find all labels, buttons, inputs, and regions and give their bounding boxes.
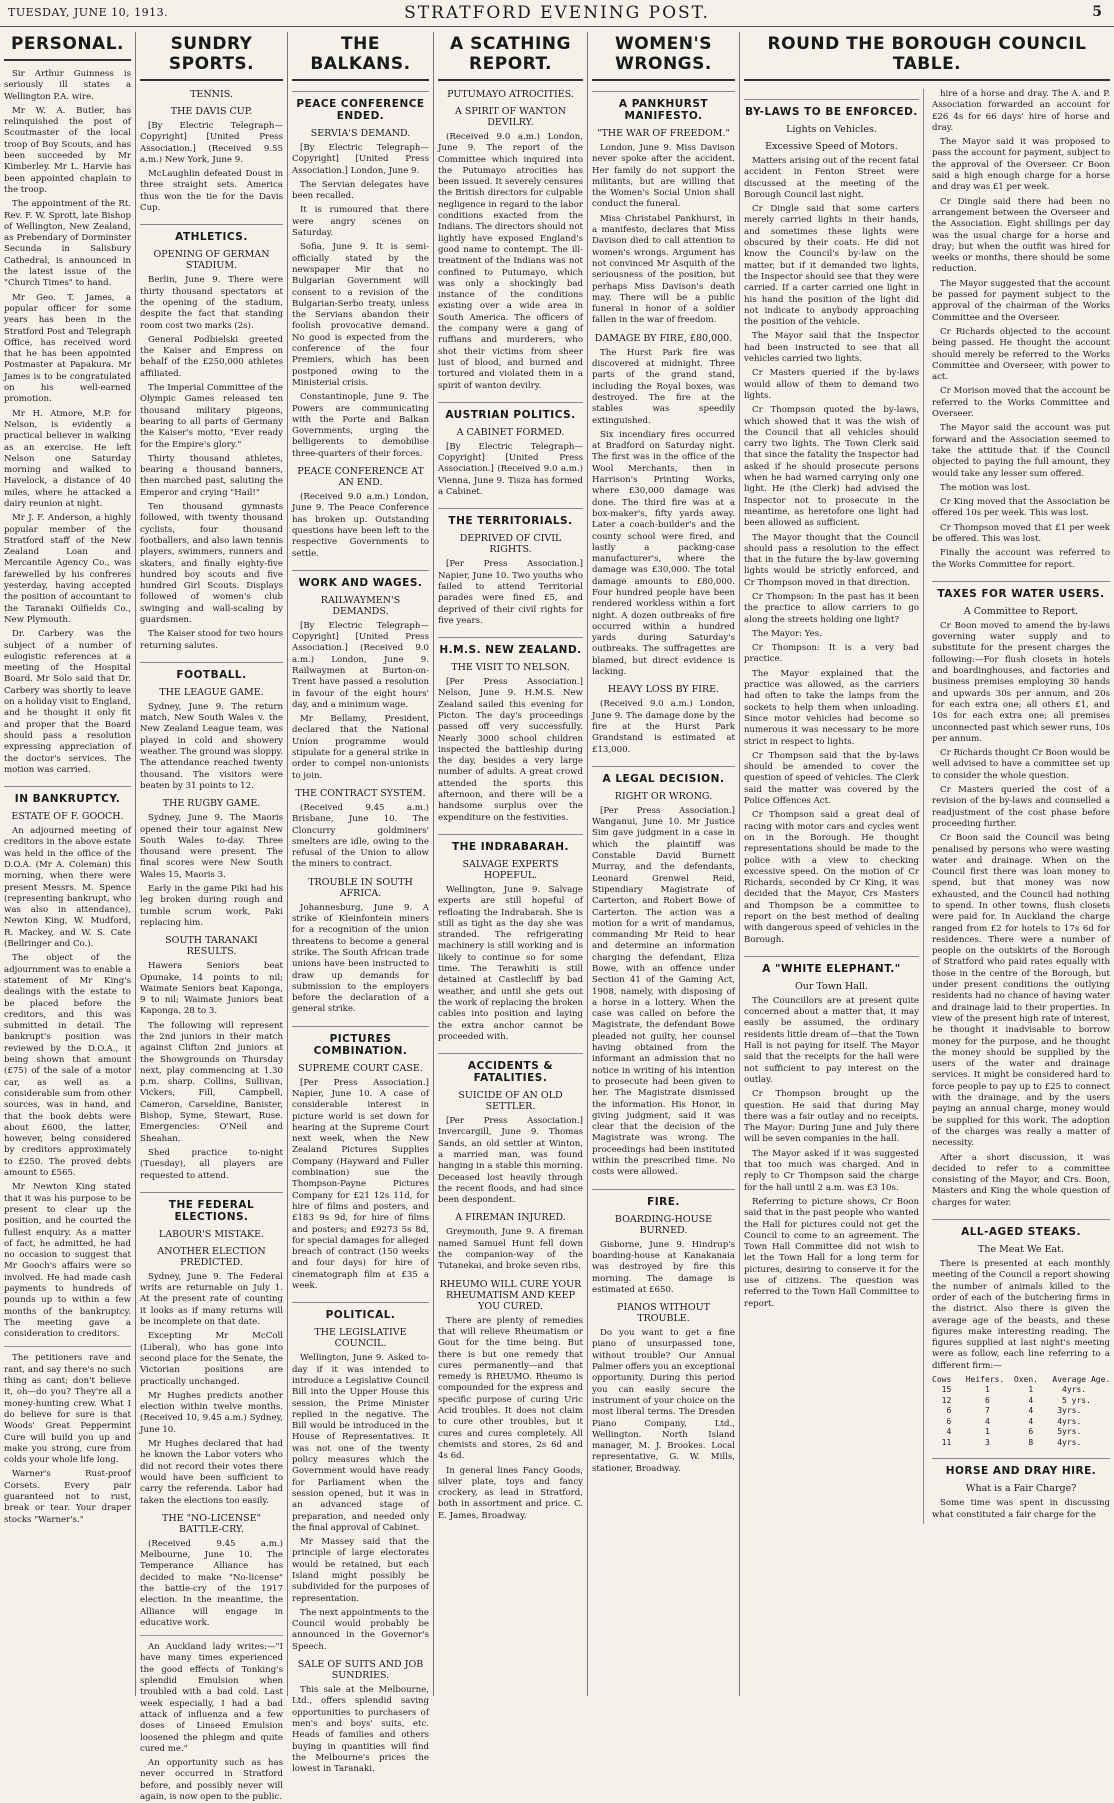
- article-subheading: "THE WAR OF FREEDOM.": [597, 128, 730, 139]
- section-heading: THE INDRABARAH.: [438, 834, 583, 853]
- section-heading: WORK AND WAGES.: [292, 570, 429, 589]
- article-subheading: SALE OF SUITS AND JOB SUNDRIES.: [297, 1659, 424, 1682]
- column-heading: A SCATHING REPORT.: [438, 34, 583, 81]
- article-subheading: A FIREMAN INJURED.: [455, 1212, 566, 1224]
- article-subheading: SUPREME COURT CASE.: [298, 1062, 423, 1074]
- article-paragraph: Cr Richards objected to the account being passed. He thought the account should merely be referred to the Works Committee and Overseer, with power to act.: [932, 326, 1110, 383]
- article-subheading: THE LEGISLATIVE COUNCIL.: [314, 1327, 407, 1350]
- article-subheading: THE DAVIS CUP.: [170, 106, 253, 117]
- section-heading: PICTURES COMBINATION.: [292, 1026, 429, 1057]
- column-womens-wrongs: [588, 32, 740, 1696]
- advertisement-paragraph: There are plenty of remedies that will relieve Rheumatism or Gout for the time being. But there is but one remedy that cures permanently—and that remedy is RHEUMO. Rheumo is compounded for the express and specific purpose of curing Uric Acid troubles. It does not claim to cure other troubles, but it cures and cures completely. All chemists and stores, 2s 6d and 4s 6d.: [438, 1315, 583, 1462]
- article-paragraph: Some time was spent in discussing what constituted a fair charge for the: [932, 1498, 1110, 1520]
- column-balkans: [288, 32, 434, 1775]
- article-paragraph: The Imperial Committee of the Olympic Games released ten thousand military pigeons, bearing to all parts of Germany the Kaiser's motto, "Ever ready for the Empire's glory.": [140, 383, 283, 450]
- article-paragraph: Miss Christabel Pankhurst, in a manifesto, declares that Miss Davison died to call attention to women's wrongs. Argument has not convinced Mr Asquith of the seriousness of the position, but perhaps Miss Davison's death may. There will be a public funeral in honor of a soldier fallen in the war of freedom.: [592, 213, 735, 326]
- column-heading: ROUND THE BOROUGH COUNCIL TABLE.: [744, 34, 1110, 81]
- stock-table-row: 6 7 4 3yrs.: [932, 1406, 1082, 1416]
- article-paragraph: The Hurst Park fire was discovered at midnight. Three parts of the grand stand, including the Royal boxes, was destroyed. The fire at the stables was speedily extinguished.: [592, 347, 735, 426]
- section-heading: ATHLETICS.: [140, 224, 283, 243]
- advertisement-paragraph: In general lines Fancy Goods, silver plate, toys and fancy crockery, as lead in Stratford, both in assortment and price. C. E. James, Broadway.: [438, 1465, 583, 1521]
- advertisement-paragraph: Warner's Rust-proof Corsets. Every pair guaranteed not to rust, break or tear. Your draper stocks "Warner's.": [4, 1469, 131, 1525]
- article-paragraph: Mr Hughes predicts another election within twelve months. (Received 10, 9.45 a.m.) Sydney, June 10.: [140, 1390, 283, 1435]
- section-heading: ACCIDENTS & FATALITIES.: [438, 1053, 583, 1084]
- article-paragraph: Cr Dingle said there had been no arrangement between the Overseer and the Association. Eight shillings per day was the usual charge for a horse and dray; but when the outfit was hired for weeks or months, there should be some reduction.: [932, 196, 1110, 275]
- borough-subcolumns: [744, 89, 1110, 1524]
- borough-subcolumn-left: [744, 89, 924, 1524]
- article-paragraph: Berlin, June 9. There were thirty thousand spectators at the opening of the stadium, despite the fact that standing room cost two marks (2s).: [140, 275, 283, 331]
- advertisement-paragraph: Do you want to get a fine piano of unsurpassed tone, without trouble? Our Annual Palmer offers you an exceptional opportunity. During this period you can easily secure the instrument of your choice on the most liberal terms. The Dresden Piano Company, Ltd., Wellington. North Island manager, M. J. Brookes. Local representative, G. W. Mills, stationer, Broadway.: [592, 1328, 735, 1474]
- article-paragraph: Cr Boon moved to amend the by-laws governing water supply and to substitute for the present charges the following:—For flush closets in hotels and boardinghouses, and factories and business premises employing 30 hands and upwards 30s per annum, and 20s for each extra one; all others £1, and 10s for each extra one; all premises unconnected past which sewer runs, 10s per annum.: [932, 620, 1110, 744]
- section-heading: FIRE.: [592, 1189, 735, 1208]
- article-paragraph: Greymouth, June 9. A fireman named Samuel Hunt fell down the companion-way of the Tutanekai, and broke seven ribs.: [438, 1227, 583, 1272]
- article-paragraph: Referring to picture shows, Cr Boon said that in the past people who wanted the Hall for pictures could not get the Council to come to an agreement. The Town Hall Committee did not wish to let the Town Hall for a long term for pictures, desiring to conserve it for the use of citizens. The question was referred to the Town Hall Committee to report.: [744, 1196, 919, 1309]
- section-heading: THE FEDERAL ELECTIONS.: [140, 1192, 283, 1223]
- article-paragraph: Early in the game Piki had his leg broken during rough and tumble scrum work, Paki replacing him.: [140, 884, 283, 928]
- stock-table-row: 12 6 4 5 yrs.: [932, 1395, 1091, 1405]
- article-subheading: ESTATE OF F. GOOCH.: [11, 811, 124, 823]
- article-subheading: THE "NO-LICENSE" BATTLE-CRY.: [162, 1512, 261, 1535]
- article-subheading: HEAVY LOSS BY FIRE.: [607, 684, 720, 696]
- article-subheading: THE LEAGUE GAME.: [159, 686, 264, 698]
- article-subheading: Lights on Vehicles.: [786, 124, 877, 135]
- article-subheading: THE VISIT TO NELSON.: [451, 662, 570, 674]
- article-paragraph: Mr Bellamy, President, declared that the National Union programme would stipulate for a general strike in order to compel non-unionists to join.: [292, 714, 429, 781]
- article-subheading: Excessive Speed of Motors.: [765, 141, 898, 152]
- column-heading: PERSONAL.: [4, 34, 131, 61]
- article-paragraph: Mr J. F. Anderson, a highly popular member of the Stratford staff of the New Zealand Loan and Mercantile Agency Co., was farewelled by his confreres yesterday, having accepted the position of accountant to the Taranaki Oilfields Co., New Plymouth.: [4, 513, 131, 625]
- article-paragraph: (Received 9.0 a.m.) London, June 9. The report of the Committee which inquired into the Putumayo atrocities has been issued. It severely censures the British directors for culpable negligence in regard to the labor conditions exacted from the Indians. The directors should not lightly have exposed England's good name to contempt. The ill-treatment of the Indians was not confined to Putumayo, which was only a shockingly bad instance of the conditions existing over a wide area in South America. The officers of the company were a gang of ruffians and murderers, who shot their victims from sheer lust of blood, and burned and tortured and violated them in a spirit of wanton devilry.: [438, 132, 583, 391]
- article-paragraph: The Councillors are at present quite concerned about a matter that, it may easily be assumed, the ordinary residents little dream of—that the Town Hall is not paying for itself. The Mayor said that the receipts for the hall were not sufficient to pay interest on the outlay.: [744, 995, 919, 1085]
- divider: [4, 1346, 131, 1347]
- article-paragraph: [By Electric Telegraph—Copyright] [United Press Association.] (Received 9.55 a.m.) New York, June 9.: [140, 121, 283, 165]
- article-paragraph: Cr King moved that the Association be offered 10s per week. This was lost.: [932, 497, 1110, 519]
- section-heading: A LEGAL DECISION.: [592, 766, 735, 785]
- article-paragraph: The motion was lost.: [940, 482, 1031, 493]
- article-subheading: The Meat We Eat.: [977, 1244, 1064, 1256]
- article-subheading: A CABINET FORMED.: [456, 426, 565, 438]
- article-subheading: Our Town Hall.: [794, 980, 869, 992]
- article-paragraph: Cr Boon said the Council was being penalised by persons who were wasting water and drainage. When on the Council first there was loan money to spend, but that money was now exhausted, and the Council had nothing to spend. In other towns, flush closets were paid for. In Auckland the charge ranged from £2 for hotels to 17s 6d for residences. There were a number of people on the outskirts of the Borough of Stratford who paid rates equally with those in the centre of the Borough, but under present conditions the outlying residents had no chance of having water and drainage laid to their properties. In view of the present high rate of interest, he thought it inadvisable to borrow money for the purpose, and he thought the money should be supplied by the users of the water and drainage services. It might be considered hard to force people to pay up to £25 to connect with the drainage, and by the users paying an annual charge, money would be supplied for this work. The adoption of the charges was really a matter of necessity.: [932, 833, 1110, 1149]
- article-paragraph: The next appointments to the Council would probably be announced in the Governor's Speech.: [292, 1607, 429, 1652]
- section-heading: TAXES FOR WATER USERS.: [932, 581, 1110, 600]
- article-paragraph: Mr W. A. Butler, has relinquished the post of Scoutmaster of the local troop of Boy Scouts, and has been succeeded by Mr Kimberley. Mr L. Harvie has been appointed chaplain to the troop.: [4, 105, 131, 195]
- article-paragraph: [By Electric Telegraph—Copyright] [United Press Association.] (Received 9.0 a.m.) London, June 9. Railwaymen at Burton-on-Trent have passed a resolution in favour of the eight hours' day, and a minimum wage.: [292, 620, 429, 710]
- article-subheading: SUICIDE OF AN OLD SETTLER.: [458, 1090, 563, 1113]
- article-paragraph: Sir Arthur Guinness is seriously ill states a Wellington P.A. wire.: [4, 69, 131, 102]
- article-paragraph: Cr Thompson brought up the question. He said that during May there was a fair outlay and no receipts. The Mayor: During June and July there will be seven companies in the hall.: [744, 1089, 919, 1145]
- article-subheading: LABOUR'S MISTAKE.: [158, 1228, 265, 1240]
- article-subheading: TROUBLE IN SOUTH AFRICA.: [308, 876, 413, 899]
- article-subheading: SALVAGE EXPERTS HOPEFUL.: [462, 858, 559, 881]
- article-paragraph: Wellington, June 9. Asked to-day if it was intended to introduce a Legislative Council Bill into the Upper House this session, the Prime Minister replied in the negative. The Bill would be introduced in the House of Representatives. It was not one of the twenty policy measures which the Government would have ready for Parliament when the session opened, but it was in an advanced stage of preparation, and needed only the final approval of Cabinet.: [292, 1353, 429, 1533]
- article-subheading: TENNIS.: [190, 89, 233, 100]
- article-paragraph: Hawera Seniors beat Opunake, 14 points to nil; Waimate Seniors beat Kaponga, 9 to nil; Waimate Juniors beat Kaponga, 28 to 3.: [140, 961, 283, 1017]
- article-paragraph: The Mayor thought that the Council should pass a resolution to the effect that in the future the by-law governing lights would be strictly enforced, and Cr Thompson moved in that direction.: [744, 532, 919, 588]
- article-subheading: PIANOS WITHOUT TROUBLE.: [617, 1302, 710, 1325]
- article-paragraph: Cr Morison moved that the account be referred to the Works Committee and Overseer.: [932, 386, 1110, 420]
- article-paragraph: (Received 9.0 a.m.) London, June 9. The damage done by the fire at the Hurst Park Grandstand is estimated at £13,000.: [592, 699, 735, 755]
- article-paragraph: Mr Hughes declared that had he known the Labor voters who did not record their votes there would have been sufficient to carry the referenda. Labor had taken the elections too easily.: [140, 1439, 283, 1506]
- advertisement-paragraph: An opportunity such as has never occurred in Stratford before, and possibly never will again, is now open to the public.: [140, 1758, 283, 1803]
- article-paragraph: (Received 9.45 a.m.) Brisbane, June 10. The Cloncurry goldminers' smelters are idle, owing to the refusal of the Union to allow the miners to contract.: [292, 802, 429, 870]
- article-paragraph: (Received 9.0 a.m.) London, June 9. The Peace Conference has broken up. Outstanding questions have been left to the respective Governments to settle.: [292, 492, 429, 559]
- article-paragraph: [By Electric Telegraph—Copyright] [United Press Association.] (Received 9.0 a.m.) Vienna, June 9. Tisza has formed a Cabinet.: [438, 441, 583, 498]
- article-paragraph: Cr Masters queried the cost of a revision of the by-laws and counselled a readjustment of the cost phase before proceeding further.: [932, 785, 1110, 829]
- article-paragraph: There is presented at each monthly meeting of the Council a report showing the number of animals killed to the order of each of the butchering firms in the district. Also there is given the average age of the beasts, and these figures make interesting reading. The figures supplied at last night's meeting were as follow, each line referring to a different firm:—: [932, 1259, 1110, 1371]
- article-paragraph: Six incendiary fires occurred at Bradford on Saturday night. The first was in the office of the Wool Merchants, then in Harrison's Printing Works, where £30,000 damage was done. The third fire was at a box-maker's, fifty yards away. Later a coach-builder's and the county school were fired, and lastly a packing-case manufacturer's, where the damage was £30,000. The total damage amounts to £80,000. Four hundred people have been rendered workless within a fort night. A dozen outbreaks of fire occurred within a hundred yards during Saturday's outbreaks. The suffragettes are blamed, but direct evidence is lacking.: [592, 429, 735, 678]
- article-subheading: DEPRIVED OF CIVIL RIGHTS.: [459, 533, 562, 556]
- advertisement-paragraph: The petitioners rave and rant, and say there's no such thing as cant; don't believe it, oh—do you? They're all a money-hunting crew. What I do believe for sure is that Woods' Great Peppermint Cure will build you up and make you strong, cure from colds your whole life long.: [4, 1353, 131, 1466]
- article-paragraph: Excepting Mr McColl (Liberal), who has gone into second place for the Senate, the Victorian positions are practically unchanged.: [140, 1331, 283, 1387]
- article-subheading: OPENING OF GERMAN STADIUM.: [153, 249, 270, 272]
- article-subheading: RIGHT OR WRONG.: [614, 790, 713, 802]
- article-paragraph: [Per Press Association.] Invercargill, June 9. Thomas Sands, an old settler at Winton, a married man, was found hanging in a stable this morning. Deceased lost heavily through the recent floods, and had since been despondent.: [438, 1116, 583, 1206]
- article-paragraph: hire of a horse and dray. The A. and P. Association forwarded an account for £26 4s for 66 days' hire of horse and dray.: [932, 89, 1110, 133]
- article-paragraph: Shed practice to-night (Tuesday), all players are requested to attend.: [140, 1147, 283, 1181]
- column-borough-council: [740, 32, 1114, 1696]
- section-heading: AUSTRIAN POLITICS.: [438, 402, 583, 421]
- article-paragraph: Cr Richards thought Cr Boon would be well advised to have a committee set up to consider the whole question.: [932, 748, 1110, 781]
- article-paragraph: [By Electric Telegraph—Copyright] [United Press Association.] London, June 9.: [292, 143, 429, 176]
- article-subheading: What is a Fair Charge?: [965, 1483, 1077, 1495]
- section-heading: POLITICAL.: [292, 1302, 429, 1321]
- article-paragraph: The Mayor: Yes.: [752, 628, 822, 639]
- article-paragraph: Mr Massey said that the principle of large electorates would be retained, but each Island might possibly be subdivided for the purposes of representation.: [292, 1537, 429, 1604]
- article-paragraph: Finally the account was referred to the Works Committee for report.: [932, 548, 1110, 570]
- section-heading: THE TERRITORIALS.: [438, 508, 583, 527]
- issue-date: TUESDAY, JUNE 10, 1913.: [8, 6, 169, 19]
- article-paragraph: London, June 9. Miss Davison never spoke after the accident. Her family do not support the militants, but are willing that the Women's Social Union shall conduct the funeral.: [592, 143, 735, 210]
- divider: [140, 1635, 283, 1636]
- article-paragraph: The Mayor explained that the practice was allowed, as the carriers had often to take the lamps from the sockets to help them when unloading. Since motor vehicles had become so numerous it was necessary to be more strict in respect to lights.: [744, 668, 919, 747]
- article-subheading: RHEUMO WILL CURE YOUR RHEUMATISM AND KEEP YOU CURED.: [439, 1278, 582, 1312]
- article-paragraph: Constantinople, June 9. The Powers are communicating with the Porte and Balkan Governments, urging the belligerents to demobilise three-quarters of their forces.: [292, 392, 429, 459]
- article-paragraph: Matters arising out of the recent fatal accident in Fenton Street were discussed at the meeting of the Borough Council last night.: [744, 156, 919, 200]
- article-paragraph: The appointment of the Rt. Rev. F. W. Sprott, late Bishop of Wellington, New Zealand, as Prebendary of Dorminster Secunda in Salisbury Cathedral, is announced in the latest issue of the "Church Times" to hand.: [4, 199, 131, 289]
- article-paragraph: Gisborne, June 9. Hindrup's boarding-house at Kanakanaia was destroyed by fire this morning. The damage is estimated at £650.: [592, 1239, 735, 1295]
- stock-table-row: 11 3 8 4yrs.: [932, 1437, 1082, 1447]
- article-paragraph: Cr Thompson moved that £1 per week be offered. This was lost.: [932, 522, 1110, 544]
- article-paragraph: The Mayor said it was proposed to pass the account for payment, subject to the approval of the Overseer. Cr Boon said a high enough charge for a horse and dray was £1 per week.: [932, 137, 1110, 193]
- article-paragraph: Mr H. Atmore, M.P. for Nelson, is evidently a practical believer in walking as an exercise. He left Nelson one Saturday morning and walked to Havelock, a distance of 40 miles, where he attacked a dairy reunion at night.: [4, 408, 131, 509]
- section-heading: FOOTBALL.: [140, 662, 283, 681]
- article-paragraph: General Podbielski greeted the Kaiser and Empress on behalf of the £250,000 athletes affiliated.: [140, 334, 283, 379]
- section-heading: ALL-AGED STEAKS.: [932, 1219, 1110, 1238]
- article-paragraph: Wellington, June 9. Salvage experts are still hopeful of refloating the Indrabarah. She is still as tight as the day she was stranded. The refrigerating machinery is still working and is likely to continue so for some time. The Terawhiti is still detained at Castlecliff by bad weather, and until she gets out the work of replacing the broken cables into position and laying the extra anchor cannot be proceeded with.: [438, 884, 583, 1042]
- article-paragraph: [Per Press Association.] Napier, June 10. A case of considerable interest in picture world is set down for hearing at the Supreme Court next week, when the New Zealand Pictures Supplies Company (Hayward and Fuller combination) sue the Thompson-Payne Pictures Company for £21 12s 11d, for hire of films and posters, and £183 9s 9d, for hire of films and posters; and £9273 5s 8d, for special damages for alleged breach of contract (150 weeks and four days) for hire of cinematograph film at £35 a week.: [292, 1077, 429, 1292]
- article-paragraph: Thirty thousand athletes, bearing a thousand banners, then marched past, saluting the Emperor and crying "Hail!": [140, 453, 283, 498]
- article-paragraph: Mr Geo. T. James, a popular officer for some years has been in the Stratford Post and Telegraph Office, has received word that he has been appointed Postmaster at Papakura. Mr James is to be congratulated on his well-earned promotion.: [4, 292, 131, 405]
- article-paragraph: Sofia, June 9. It is semi-officially stated by the newspaper Mir that no Bulgarian Government will consent to a revision of the Bulgarian-Serbo treaty, unless the Servians abandon their foolish provocative demand. No good is expected from the conference of the four Premiers, which has been postponed owing to the Ministerial crisis.: [292, 242, 429, 388]
- article-paragraph: The object of the adjournment was to enable a statement of Mr King's dealings with the estate to be placed before the creditors, and this was submitted in detail. The bankrupt's position was reviewed by the D.O.A., it being shown that amount (£75) of the sale of a motor car, as well as a considerable sum from other sources, was in hand, and that the book debts were about £600, the latter, however, being considered by creditors approximately to £250. The proved debts amount to £565.: [4, 953, 131, 1179]
- column-personal: [0, 32, 136, 1696]
- article-subheading: PEACE CONFERENCE AT AN END.: [297, 466, 424, 489]
- column-scathing-report: [434, 32, 588, 1696]
- newspaper-title: STRATFORD EVENING POST.: [404, 3, 710, 23]
- article-subheading: BOARDING-HOUSE BURNED.: [614, 1213, 713, 1236]
- article-paragraph: Mr Newton King stated that it was his purpose to be present to clear up the position, and he courted the fullest enquiry. As a matter of fact, he admitted, he had no occasion to suggest that Mr Gooch's affairs were so involved. He had made cash payments to hundreds of pounds up to within a few months of the bankruptcy. The meeting gave a consideration to creditors.: [4, 1182, 131, 1340]
- stock-table-row: 6 4 4 4yrs.: [932, 1416, 1082, 1426]
- article-paragraph: The Kaiser stood for two hours returning salutes.: [140, 629, 283, 651]
- stock-table-row: 4 1 6 5yrs.: [932, 1427, 1082, 1437]
- stock-table-row: 15 1 1 4yrs.: [932, 1385, 1087, 1395]
- masthead: [0, 0, 1114, 27]
- article-paragraph: The Servian delegates have been recalled.: [292, 179, 429, 202]
- advertisement-paragraph: This sale at the Melbourne, Ltd., offers splendid saving opportunities to purchasers of men's and boys' suits, etc. Heads of families and others buying in quantities will find the Melbourne's prices the lowest in Taranaki.: [292, 1685, 429, 1775]
- section-heading: IN BANKRUPTCY.: [4, 786, 131, 805]
- article-paragraph: The Mayor said that the Inspector had been instructed to see that all vehicles carried two lights.: [744, 331, 919, 365]
- article-paragraph: The Mayor said the account was put forward and the Association seemed to take the attitude that if the Council objected to paying the full amount, they would take any lesser sum offered.: [932, 423, 1110, 479]
- article-subheading: SERVIA'S DEMAND.: [310, 128, 411, 139]
- article-paragraph: An adjourned meeting of creditors in the above estate was held in the office of the D.O.A. (Mr A. Coleman) this morning, when there were present Messrs. M. Spence (representing bankrupt, who was also in attendance), Newton King, W. Mudford, R. Mackey, and W. S. Cate (Bellringer and Co.).: [4, 826, 131, 950]
- stock-table-body: [932, 1385, 1110, 1448]
- article-subheading: A SPIRIT OF WANTON DEVILRY.: [454, 106, 567, 128]
- page-number: 5: [1092, 4, 1102, 20]
- article-paragraph: It is rumoured that there were angry scenes on Saturday.: [292, 205, 429, 239]
- article-subheading: A Committee to Report.: [963, 605, 1079, 617]
- article-paragraph: Cr Thompson said a great deal of racing with motor cars and cycles went on in the Borough. He thought representations should be made to the police with a view to checking excessive speed. On the motion of Cr Richards, seconded by Cr King, it was decided that the Mayor, Crs Masters and Thompson be a committee to report on the best method of dealing with dangerous speed of vehicles in the Borough.: [744, 810, 919, 945]
- article-paragraph: Cr Thompson said that the by-laws should be amended to cover the question of speed of vehicles. The Clerk said the matter was covered by the Police Offences Act.: [744, 750, 919, 807]
- article-paragraph: McLaughlin defeated Doust in three straight sets. America thus won the tie for the Davis Cup.: [140, 169, 283, 214]
- article-subheading: DAMAGE BY FIRE, £80,000.: [594, 332, 733, 344]
- section-heading: A PANKHURST MANIFESTO.: [592, 91, 735, 122]
- column-heading: SUNDRY SPORTS.: [140, 34, 283, 81]
- article-paragraph: After a short discussion, it was decided to refer to a committee consisting of the Mayor, and Crs. Boon, Masters and King the whole question of charges for water.: [932, 1152, 1110, 1208]
- article-paragraph: Dr. Carbery was the subject of a number of eulogistic references at a meeting of the Hospital Board. Mr Solo said that Dr. Carbery was shortly to leave on a holiday visit to England, and he thought it only fit and proper that the Board should pass a resolution expressing appreciation of the doctor's services. The motion was carried.: [4, 629, 131, 775]
- section-heading: H.M.S. NEW ZEALAND.: [438, 637, 583, 656]
- article-paragraph: The Mayor asked if it was suggested that too much was charged. And in reply to Cr Thompson said the charge for the hall until 2 a.m. was £3 10s.: [744, 1148, 919, 1193]
- section-heading: A "WHITE ELEPHANT.": [744, 956, 919, 975]
- column-sundry-sports: [136, 32, 288, 1803]
- article-subheading: ANOTHER ELECTION PREDICTED.: [157, 1245, 266, 1268]
- section-heading: HORSE AND DRAY HIRE.: [932, 1458, 1110, 1477]
- article-paragraph: (Received 9.45 a.m.) Melbourne, June 10. The Temperance Alliance has decided to make "No-license" the battle-cry of the 1917 election. In the meantime, the Alliance will engage in educative work.: [140, 1538, 283, 1628]
- section-heading: BY-LAWS TO BE ENFORCED.: [744, 99, 919, 118]
- article-paragraph: [Per Press Association.] Napier, June 10. Two youths who failed to attend Territorial parades were fined £5, and deprived of their civil rights for five years.: [438, 559, 583, 626]
- column-heading: WOMEN'S WRONGS.: [592, 34, 735, 81]
- article-subheading: RAILWAYMEN'S DEMANDS.: [320, 594, 401, 617]
- article-paragraph: The following will represent the 2nd juniors in their match against Clifton 2nd juniors at the Showgrounds on Thursday next, play commencing at 1.30 p.m. sharp. Collins, Sullivan, Vickers, Fill, Campbell, Cameron, Carseldine, Banister, Bishop, Syme, Stewart, Ruse. Emergencies: O'Neil and Sheahan.: [140, 1020, 283, 1144]
- article-subheading: THE RUGBY GAME.: [162, 798, 261, 810]
- article-paragraph: Sydney, June 9. The return match, New South Wales v. the New Zealand League team, was played in cold and showery weather. The ground was sloppy. The attendance reached twenty thousand. The visitors were beaten by 31 points to 12.: [140, 701, 283, 791]
- article-paragraph: [Per Press Association.] Wanganui, June 10. Mr Justice Sim gave judgment in a case in which the plaintiff was Constable David Burnett Murray, and the defendants, Leonard Grenwel Reid, Stipendiary Magistrate of Carterton, and Robert Bowe of Carterton. The action was a motion for a writ of mandamus, commanding Mr Reid to hear and determine an information charging the defendant, Eliza Bowe, with an offence under Section 41 of the Gaming Act, 1908, namely, with disposing of a horse in a lottery. When the case was called on before the Magistrate, the defendant Bowe pleaded not guilty, her counsel having obtained from the informant an admission that no notice in writing of his intention to prosecute had been given to her. The Magistrate dismissed the information. His Honor, in giving judgment, said it was clear that the decision of the Magistrate was wrong. The proceedings had been instituted within the prescribed time. No costs were allowed.: [592, 805, 735, 1178]
- borough-subcolumn-right: [932, 89, 1110, 1524]
- article-paragraph: Cr Masters queried if the by-laws would allow of them to demand two lights.: [744, 368, 919, 401]
- article-paragraph: Cr Thompson: In the past has it been the practice to allow carriers to go along the streets holding one light?: [744, 591, 919, 625]
- article-subheading: SOUTH TARANAKI RESULTS.: [165, 935, 258, 958]
- article-paragraph: The Mayor suggested that the account be passed for payment subject to the approval of the chairman of the Works Committee and the Overseer.: [932, 278, 1110, 323]
- article-paragraph: [Per Press Association.] Nelson, June 9. H.M.S. New Zealand sailed this evening for Picton. The day's proceedings passed off very successfully. Nearly 3000 school children inspected the battleship during the day, besides a very large number of adults. A great crowd attended the sports this afternoon, and there will be a handsome surplus over the expenditure on the festivities.: [438, 677, 583, 823]
- article-paragraph: Cr Thompson quoted the by-laws, which showed that it was the wish of the Council that all vehicles should carry two lights. The Town Clerk said that since the fatality the Inspector had asked if he should prosecute persons when he had warned carrying only one light. He (the Clerk) had advised the Inspector not to prosecute in the meantime, as heretofore one light had been allowed as sufficient.: [744, 405, 919, 529]
- article-paragraph: Cr Dingle said that some carters merely carried lights in their hands, and sometimes these lights were obscured by their coats. He did not know the Council's by-law on the matter, but if it demanded two lights, the Inspector should see that they were carried. If a carter carried one light in his hand the position of the light did not indicate to anybody approaching the position of the vehicle.: [744, 204, 919, 328]
- article-paragraph: Sydney, June 9. The Federal writs are returnable on July 1. At the present rate of counting it looks as if many returns will be incomplete on that date.: [140, 1271, 283, 1328]
- article-paragraph: Ten thousand gymnasts followed, with twenty thousand cyclists, four thousand footballers, and also lawn tennis players, swimmers, runners and skaters, and finally eighty-five hundred boy scouts and five hundred Girl Scouts. Displays followed of women's club swinging and wall-scaling by guardsmen.: [140, 502, 283, 625]
- article-subheading: PUTUMAYO ATROCITIES.: [447, 89, 574, 100]
- article-paragraph: Cr Thompson: It is a very bad practice.: [744, 643, 919, 665]
- article-paragraph: Sydney, June 9. The Maoris opened their tour against New South Wales to-day. Three thousand were present. The final scores were New South Wales 15, Maoris 3.: [140, 813, 283, 880]
- article-subheading: THE CONTRACT SYSTEM.: [295, 787, 426, 799]
- article-paragraph: Johannesburg, June 9. A strike of Kleinfontein miners for a recognition of the union threatens to become a general strike. The South African trade unions have been instructed to draw up demands for submission to the employers before the declaration of a general strike.: [292, 902, 429, 1015]
- stock-table-header: Cows Heifers. Oxen. Average Age.: [932, 1374, 1111, 1384]
- column-heading: THE BALKANS.: [292, 34, 429, 81]
- section-heading: PEACE CONFERENCE ENDED.: [292, 91, 429, 122]
- advertisement-paragraph: An Auckland lady writes:—"I have many times experienced the good effects of Tonking's splendid Emulsion when troubled with a bad cold. Last week especially, I had a bad attack of influenza and a few doses of Linseed Emulsion loosened the phlegm and quite cured me.": [140, 1642, 283, 1754]
